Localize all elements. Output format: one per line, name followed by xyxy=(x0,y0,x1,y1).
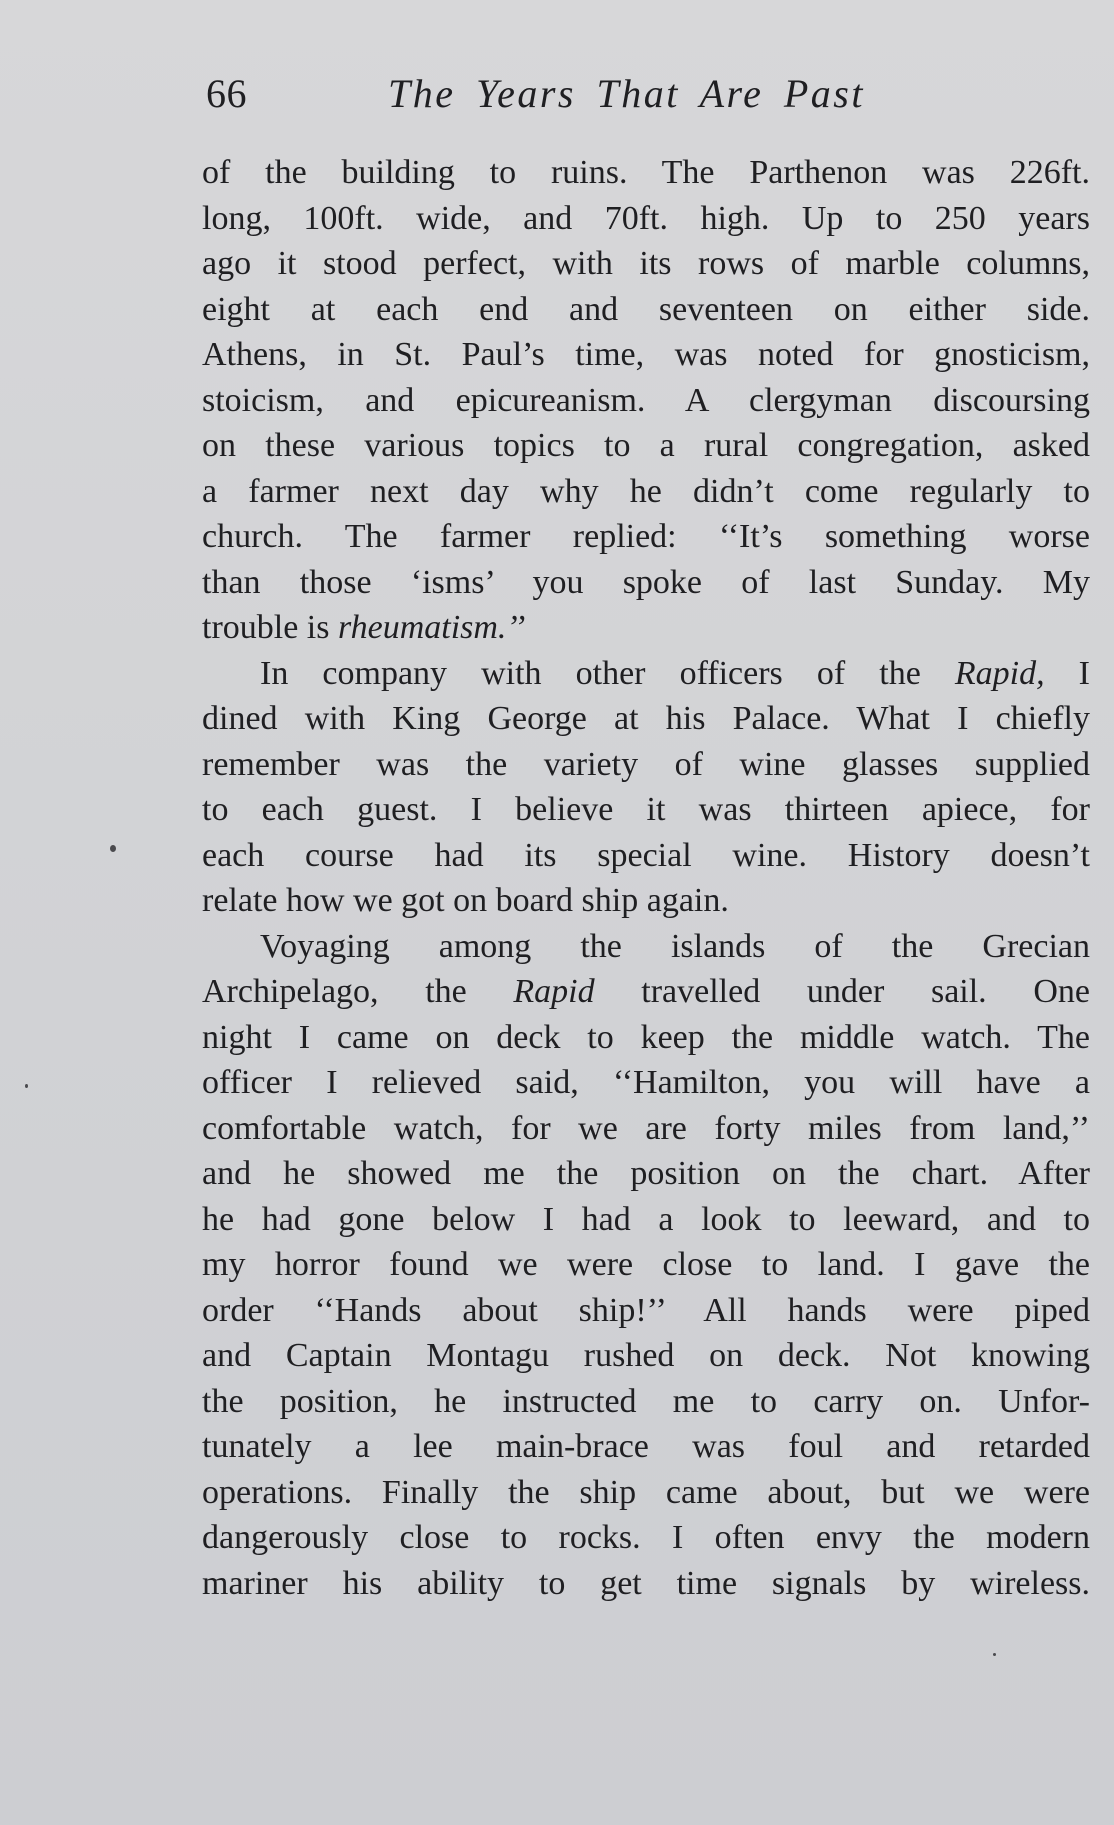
text-line: night I came on deck to keep the middle watch. The xyxy=(202,1018,1090,1056)
text-line: dangerously close to rocks. I often envy the modern xyxy=(202,1519,1090,1556)
text-line: remember was the variety of wine glasses supplied xyxy=(202,745,1090,783)
text-line: of the building to ruins. The Parthenon was 226ft. xyxy=(202,154,1090,191)
italic-word: rheumatism.’’ xyxy=(337,609,526,646)
text-line: ago it stood perfect, with its rows of marble columns, xyxy=(202,245,1090,282)
text-line: operations. Finally the ship came about, but we were xyxy=(202,1473,1090,1511)
text-line: and Captain Montagu rushed on deck. Not knowing xyxy=(202,1337,1090,1374)
body-text xyxy=(202,150,1090,1606)
text-line: than those ‘isms’ you spoke of last Sunday. My xyxy=(202,563,1090,601)
running-title: The Years That Are Past xyxy=(388,71,865,116)
page-header xyxy=(206,66,1090,122)
text-line: officer I relieved said, ‘‘Hamilton, you will have a xyxy=(202,1064,1090,1101)
text-line: church. The farmer replied: ‘‘It’s something worse xyxy=(202,518,1090,555)
text-line: comfortable watch, for we are forty miles from land,’’ xyxy=(202,1109,1090,1147)
text-line: relate how we got on board ship again. xyxy=(202,882,729,919)
page-number: 66 xyxy=(206,71,247,116)
text-line: the position, he instructed me to carry on. Unfor- xyxy=(202,1382,1090,1420)
text-line: and he showed me the position on the chart. After xyxy=(202,1155,1090,1192)
text-line: Athens, in St. Paul’s time, was noted for gnosticism, xyxy=(202,336,1090,373)
text-line: a farmer next day why he didn’t come regularly to xyxy=(202,472,1090,510)
paragraph-1 xyxy=(202,150,1090,651)
paper-speck xyxy=(110,845,116,852)
text-line: dined with King George at his Palace. What I chiefly xyxy=(202,700,1090,737)
paper-speck xyxy=(25,1084,28,1088)
italic-word: Rapid, xyxy=(954,654,1045,692)
italic-word: Rapid xyxy=(513,973,595,1010)
paragraph-2 xyxy=(202,651,1090,924)
paragraph-3 xyxy=(202,924,1090,1607)
text-line: on these various topics to a rural congregation, asked xyxy=(202,427,1090,464)
text-line: tunately a lee main-brace was foul and retarded xyxy=(202,1428,1090,1465)
text-line: to each guest. I believe it was thirteen apiece, for xyxy=(202,791,1090,828)
text-line: mariner his ability to get time signals by wireless. xyxy=(202,1564,1090,1602)
text-line: order ‘‘Hands about ship!’’ All hands were piped xyxy=(202,1291,1090,1329)
text-line: Archipelago, the Rapid travelled under sail. One xyxy=(202,973,1090,1010)
text-line: stoicism, and epicureanism. A clergyman discoursing xyxy=(202,381,1090,419)
text-line: trouble is rheumatism.’’ xyxy=(202,609,526,646)
text-line: long, 100ft. wide, and 70ft. high. Up to 250 years xyxy=(202,199,1090,237)
paper-speck xyxy=(993,1653,996,1656)
text-line: Voyaging among the islands of the Grecian xyxy=(260,927,1090,965)
text-line: each course had its special wine. History doesn’t xyxy=(202,836,1090,874)
text-line: he had gone below I had a look to leeward, and to xyxy=(202,1200,1090,1238)
text-line: In company with other officers of the Rapid, I xyxy=(260,654,1090,692)
text-line: eight at each end and seventeen on either side. xyxy=(202,290,1090,328)
text-line: my horror found we were close to land. I gave the xyxy=(202,1246,1090,1283)
